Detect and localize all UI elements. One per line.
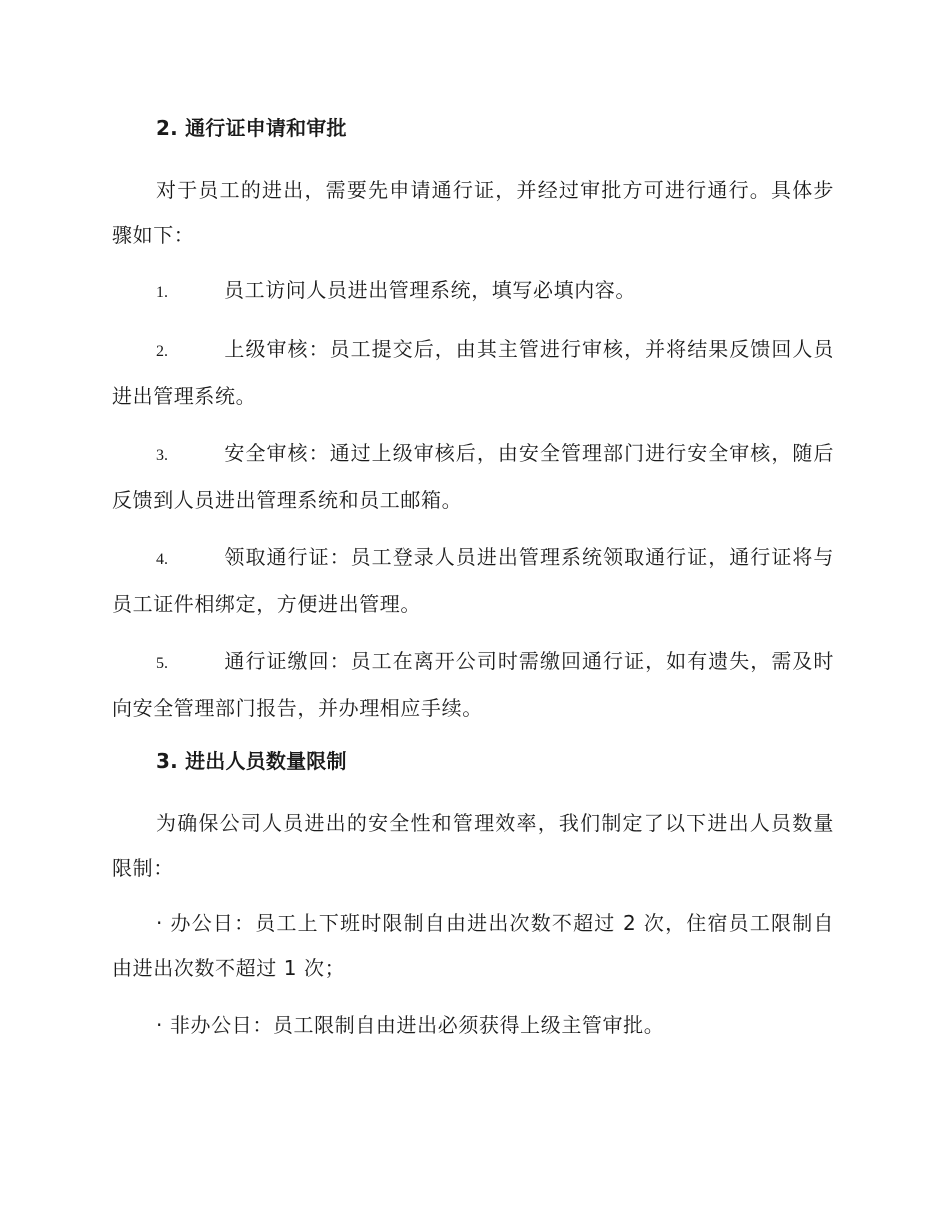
section-intro-pass-application: 对于员工的进出，需要先申请通行证，并经过审批方可进行通行。具体步骤如下： bbox=[112, 178, 834, 247]
step-text: 安全审核：通过上级审核后，由安全管理部门进行安全审核，随后反馈到人员进出管理系统和员工邮箱。 bbox=[112, 441, 834, 512]
bullet-item-workday: · 办公日：员工上下班时限制自由进出次数不超过 2 次，住宿员工限制自由进出次数不超过 1 次； bbox=[112, 911, 834, 980]
bullet-item-non-workday: · 非办公日：员工限制自由进出必须获得上级主管审批。 bbox=[156, 1013, 665, 1037]
section-intro-headcount-limit: 为确保公司人员进出的安全性和管理效率，我们制定了以下进出人员数量限制： bbox=[112, 811, 834, 880]
step-number: 3. bbox=[156, 447, 168, 464]
step-item bbox=[112, 268, 834, 315]
step-text: 上级审核：员工提交后，由其主管进行审核，并将结果反馈回人员进出管理系统。 bbox=[112, 337, 834, 408]
document-body bbox=[112, 110, 834, 1060]
step-number: 2. bbox=[156, 343, 168, 360]
step-number: 1. bbox=[156, 284, 168, 301]
step-item bbox=[112, 639, 834, 731]
step-text: 员工访问人员进出管理系统，填写必填内容。 bbox=[224, 278, 636, 302]
step-item bbox=[112, 535, 834, 627]
step-item bbox=[112, 431, 834, 523]
step-text: 通行证缴回：员工在离开公司时需缴回通行证，如有遗失，需及时向安全管理部门报告，并办理相应手续。 bbox=[112, 649, 834, 720]
section-heading-pass-application: 2. 通行证申请和审批 bbox=[156, 116, 347, 140]
step-number: 4. bbox=[156, 551, 168, 568]
step-text: 领取通行证：员工登录人员进出管理系统领取通行证，通行证将与员工证件相绑定，方便进出管理。 bbox=[112, 545, 834, 616]
section-heading-headcount-limit: 3. 进出人员数量限制 bbox=[156, 749, 347, 773]
step-item bbox=[112, 327, 834, 419]
step-number: 5. bbox=[156, 655, 168, 672]
